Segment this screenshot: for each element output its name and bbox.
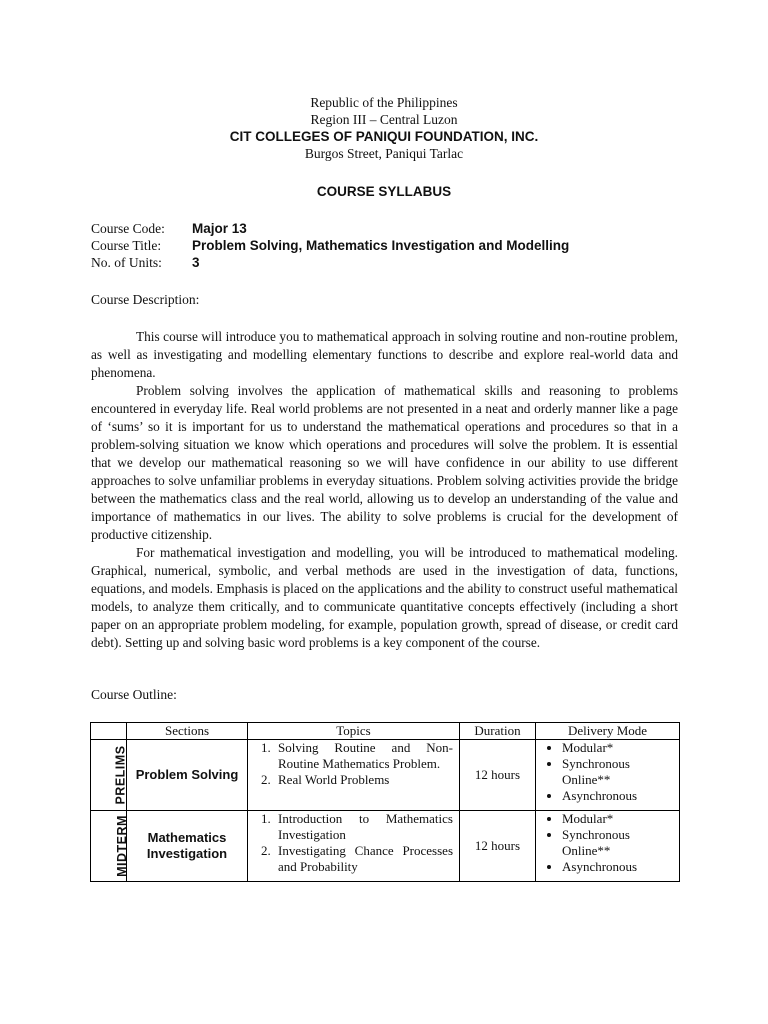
term-label: PRELIMS <box>113 745 128 805</box>
delivery-mode-cell <box>536 811 680 882</box>
topics-cell <box>248 811 460 882</box>
document-header <box>0 94 768 162</box>
course-info <box>91 220 569 271</box>
course-code-value: Major 13 <box>192 221 247 236</box>
delivery-mode-item: • Asynchronous <box>562 859 675 875</box>
delivery-mode-item: • Synchronous Online** <box>562 827 675 859</box>
course-code-row <box>91 220 569 237</box>
term-column-header <box>91 723 127 740</box>
topic-item: 1. Solving Routine and Non-Routine Mathematics Problem. <box>274 740 453 772</box>
term-cell <box>91 811 127 882</box>
table-row <box>91 740 680 811</box>
table-row <box>91 811 680 882</box>
region-line: Region III – Central Luzon <box>310 112 458 127</box>
section-cell: Problem Solving <box>127 740 248 811</box>
delivery-mode-item: • Modular* <box>562 811 675 827</box>
course-title-label: Course Title: <box>91 238 162 253</box>
column-header-sections: Sections <box>127 723 248 740</box>
country-line: Republic of the Philippines <box>310 95 458 110</box>
course-code-label: Course Code: <box>91 221 165 236</box>
topic-item: 2. Investigating Chance Processes and Probability <box>274 843 453 875</box>
duration-cell: 12 hours <box>460 811 536 882</box>
description-label: Course Description: <box>91 292 200 307</box>
column-header-delivery-mode: Delivery Mode <box>536 723 680 740</box>
delivery-mode-item: • Asynchronous <box>562 788 675 804</box>
delivery-mode-item: • Modular* <box>562 740 675 756</box>
description-paragraph: For mathematical investigation and modelling, you will be introduced to mathematical modeling. Graphical, numerical, symbolic, and verbal methods are used in the investigation of data, functions, equations, and models. Emphasis is placed on the applications and the ability to construct useful mathematical models, to analyze them critically, and to communicate quantitative concepts effectively (including a short paper on an appropriate problem modeling, for example, population growth, spread of disease, or credit card debt). Setting up and solving basic word problems is a key component of the course. <box>91 545 678 650</box>
description-paragraph: This course will introduce you to mathematical approach in solving routine and non-routine problem, as well as investigating and modelling elementary functions to describe and explore real-world data and phenomena. <box>91 329 678 380</box>
table-header-row <box>91 723 680 740</box>
course-outline-table <box>90 722 680 882</box>
description-paragraph: Problem solving involves the application of mathematical skills and reasoning to problems encountered in everyday life. Real world problems are not presented in a neat and orderly manner like a page of ‘sums’ so it is important for us to understand the mathematical operations and procedures so that in a problem-solving situation we know which operations and procedures will solve the problem. It is essential that we develop our mathematical reasoning so we will have confidence in our ability to use different approaches to solve unfamiliar problems in everyday situations. Problem solving activities provide the bridge between the mathematics class and the real world, allowing us to develop an understanding of the value and importance of mathematics in our lives. The ability to solve problems is crucial for the development of productive citizenship. <box>91 383 678 542</box>
course-title-value: Problem Solving, Mathematics Investigation and Modelling <box>192 238 570 253</box>
term-cell <box>91 740 127 811</box>
outline-label: Course Outline: <box>91 687 177 702</box>
topic-item: 2. Real World Problems <box>274 772 453 788</box>
address-line: Burgos Street, Paniqui Tarlac <box>304 146 464 161</box>
units-label: No. of Units: <box>91 255 162 270</box>
duration-cell: 12 hours <box>460 740 536 811</box>
section-cell: Mathematics Investigation <box>127 811 248 882</box>
document-title: COURSE SYLLABUS <box>316 184 452 199</box>
column-header-duration: Duration <box>460 723 536 740</box>
units-value: 3 <box>192 255 200 270</box>
institution-name: CIT COLLEGES OF PANIQUI FOUNDATION, INC. <box>229 129 539 144</box>
topics-cell <box>248 740 460 811</box>
topic-item: 1. Introduction to Mathematics Investigation <box>274 811 453 843</box>
delivery-mode-cell <box>536 740 680 811</box>
column-header-topics: Topics <box>248 723 460 740</box>
term-label: MIDTERM <box>114 815 129 877</box>
delivery-mode-item: • Synchronous Online** <box>562 756 675 788</box>
units-row <box>91 254 569 271</box>
course-title-row <box>91 237 569 254</box>
course-description <box>91 328 678 652</box>
